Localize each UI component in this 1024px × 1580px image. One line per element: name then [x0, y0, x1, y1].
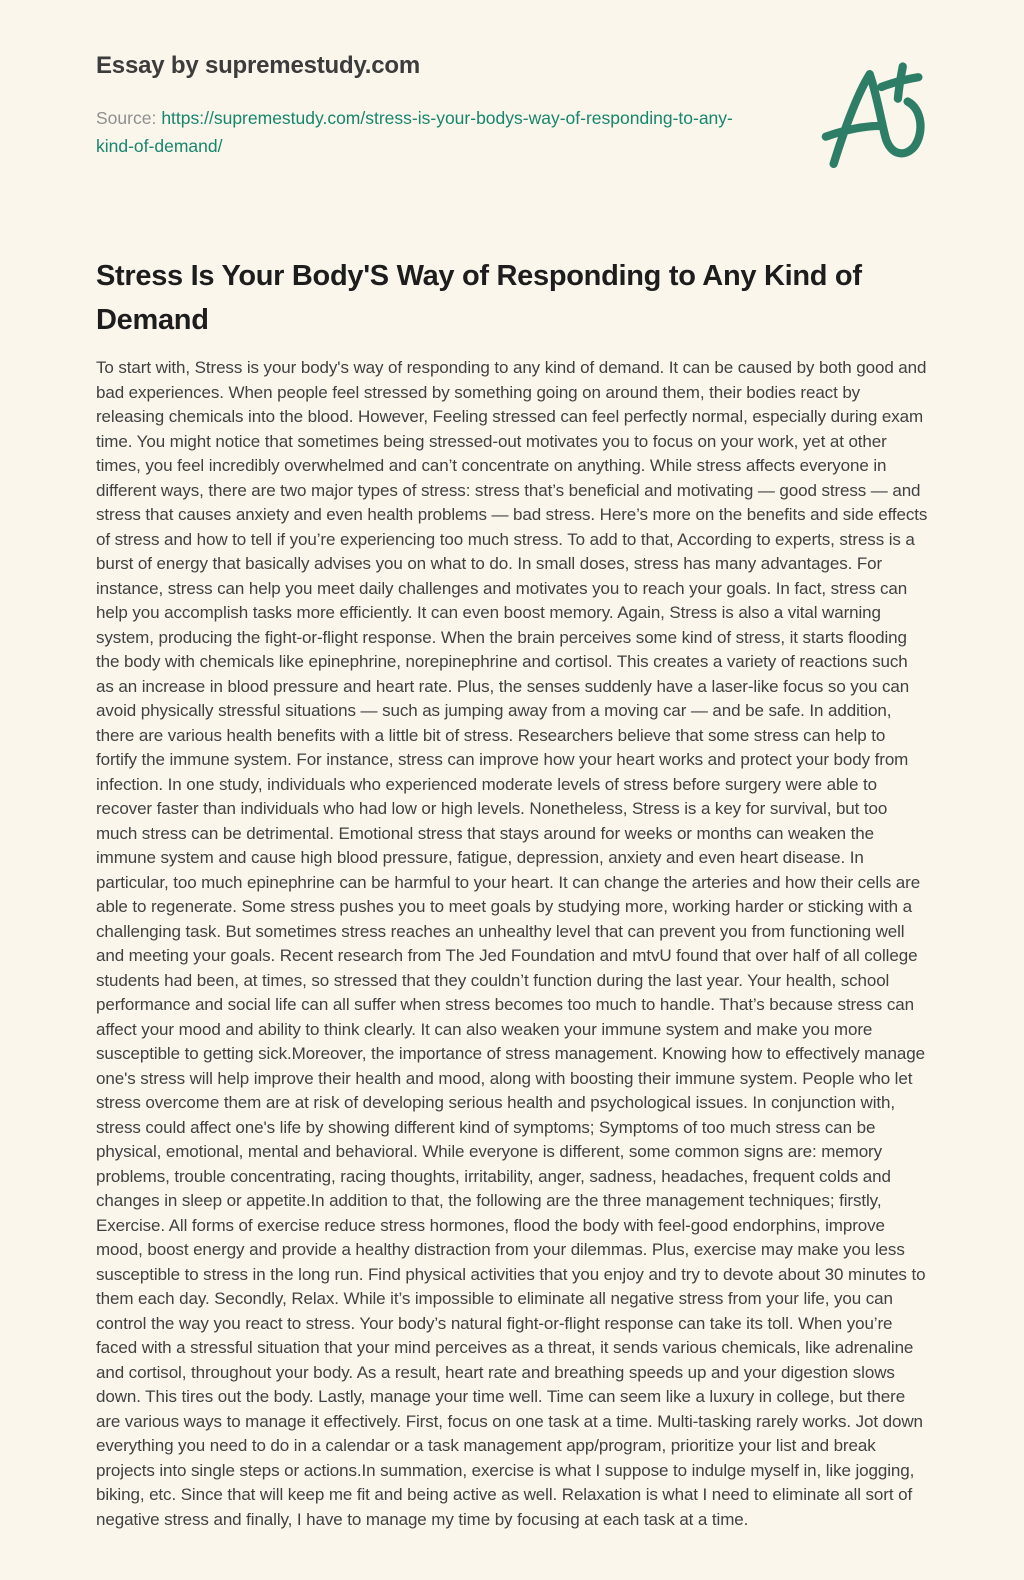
- essay-body-text: To start with, Stress is your body's way of responding to any kind of demand. It can be caused by both good and bad experiences. When people feel stressed by something going on around them, their bodies react by releasing chemicals into the blood. However, Feeling stressed can feel perfectly normal, especially during exam time. You might notice that sometimes being stressed-out motivates you to focus on your work, yet at other times, you feel incredibly overwhelmed and can’t concentrate on anything. While stress affects everyone in different ways, there are two major types of stress: stress that’s beneficial and motivating — good stress — and stress that causes anxiety and even health problems — bad stress. Here’s more on the benefits and side effects of stress and how to tell if you’re experiencing too much stress. To add to that, According to experts, stress is a burst of energy that basically advises you on what to do. In small doses, stress has many advantages. For instance, stress can help you meet daily challenges and motivates you to reach your goals. In fact, stress can help you accomplish tasks more efficiently. It can even boost memory. Again, Stress is also a vital warning system, producing the fight-or-flight response. When the brain perceives some kind of stress, it starts flooding the body with chemicals like epinephrine, norepinephrine and cortisol. This creates a variety of reactions such as an increase in blood pressure and heart rate. Plus, the senses suddenly have a laser-like focus so you can avoid physically stressful situations — such as jumping away from a moving car — and be safe. In addition, there are various health benefits with a little bit of stress. Researchers believe that some stress can help to fortify the immune system. For instance, stress can improve how your heart works and protect your body from infection. In one study, individuals who experienced moderate levels of stress before surgery were able to recover faster than individuals who had low or high levels. Nonetheless, Stress is a key for survival, but too much stress can be detrimental. Emotional stress that stays around for weeks or months can weaken the immune system and cause high blood pressure, fatigue, depression, anxiety and even heart disease. In particular, too much epinephrine can be harmful to your heart. It can change the arteries and how their cells are able to regenerate. Some stress pushes you to meet goals by studying more, working harder or sticking with a challenging task. But sometimes stress reaches an unhealthy level that can prevent you from functioning well and meeting your goals. Recent research from The Jed Foundation and mtvU found that over half of all college students had been, at times, so stressed that they couldn’t function during the last year. Your health, school performance and social life can all suffer when stress becomes too much to handle. That’s because stress can affect your mood and ability to think clearly. It can also weaken your immune system and make you more susceptible to getting sick.Moreover, the importance of stress management. Knowing how to effectively manage one's stress will help improve their health and mood, along with boosting their immune system. People who let stress overcome them are at risk of developing serious health and psychological issues. In conjunction with, stress could affect one's life by showing different kind of symptoms; Symptoms of too much stress can be physical, emotional, mental and behavioral. While everyone is different, some common signs are: memory problems, trouble concentrating, racing thoughts, irritability, anger, sadness, headaches, frequent colds and changes in sleep or appetite.In addition to that, the following are the three management techniques; firstly, Exercise. All forms of exercise reduce stress hormones, flood the body with feel-good endorphins, improve mood, boost energy and provide a healthy distraction from your dilemmas. Plus, exercise may make you less susceptible to stress in the long run. Find physical activities that you enjoy and try to devote about 30 minutes to them each day. Secondly, Relax. While it’s impossible to eliminate all negative stress from your life, you can control the way you react to stress. Your body’s natural fight-or-flight response can take its toll. When you’re faced with a stressful situation that your mind perceives as a threat, it sends various chemicals, like adrenaline and cortisol, throughout your body. As a result, heart rate and breathing speeds up and your digestion slows down. This tires out the body. Lastly, manage your time well. Time can seem like a luxury in college, but there are various ways to manage it effectively. First, focus on one task at a time. Multi-tasking rarely works. Jot down everything you need to do in a calendar or a task management app/program, prioritize your list and break projects into single steps or actions.In summation, exercise is what I suppose to indulge myself in, like jogging, biking, etc. Since that will keep me fit and being active as well. Relaxation is what I need to eliminate all sort of negative stress and finally, I have to manage my time by focusing at each task at a time.: [96, 358, 928, 1529]
- a-plus-logo-icon: [820, 60, 932, 186]
- header-text-block: [96, 52, 744, 160]
- source-line: [96, 104, 744, 160]
- source-link[interactable]: https://supremestudy.com/stress-is-your-bodys-way-of-responding-to-any-kind-of-demand/: [96, 108, 733, 156]
- essay-title: Stress Is Your Body'S Way of Responding to Any Kind of Demand: [96, 260, 862, 336]
- source-label: Source:: [96, 108, 157, 128]
- essay-content: [96, 254, 928, 1532]
- page-header: [96, 52, 928, 194]
- page-title: Essay by supremestudy.com: [96, 52, 421, 79]
